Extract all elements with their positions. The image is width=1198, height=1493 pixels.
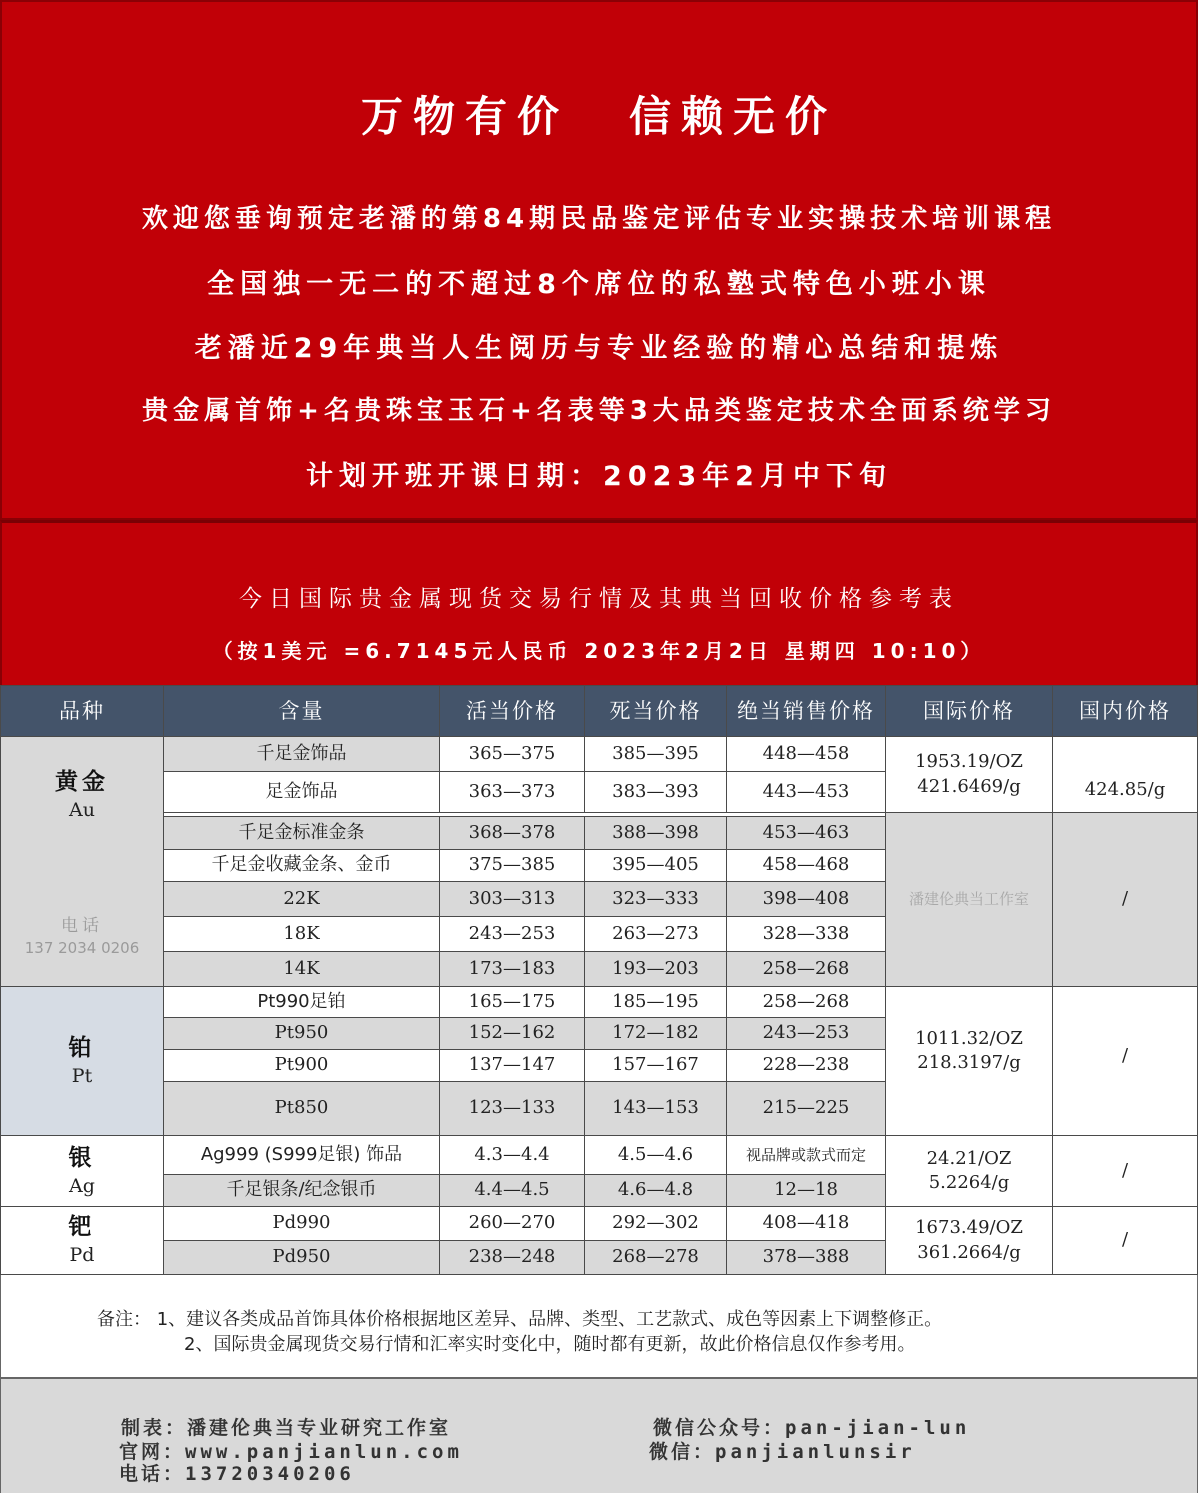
platinum-domestic-price: / (1052, 986, 1198, 1136)
metal-platinum-symbol: Pt (71, 1064, 93, 1087)
table-row-dead: 4.5—4.6 (584, 1135, 727, 1175)
gold-intl-price (885, 736, 1053, 813)
metal-silver-symbol: Ag (69, 1174, 95, 1197)
col-header-live-price: 活当价格 (439, 685, 585, 737)
table-row-content: Pt950 (163, 1017, 440, 1050)
footer-wechat-public-label: 微信公众号： (653, 1417, 786, 1439)
table-row-sale: 215—225 (726, 1081, 886, 1136)
gold-intl-merged (885, 812, 1053, 987)
table-row-sale: 12—18 (726, 1174, 886, 1207)
table-row-sale: 378—388 (726, 1240, 886, 1275)
table-row-sale: 453—463 (726, 816, 886, 850)
table-row-sale: 448—458 (726, 736, 886, 772)
col-header-sale-price: 绝当销售价格 (726, 685, 886, 737)
gold-domestic-price: 424.85/g (1052, 736, 1198, 813)
table-row-content: Pd950 (163, 1240, 440, 1275)
table-row-dead: 263—273 (584, 916, 727, 952)
table-row-sale: 328—338 (726, 916, 886, 952)
metal-silver-name: 银 (68, 1144, 96, 1171)
table-row-content: 18K (163, 916, 440, 952)
table-row-sale: 228—238 (726, 1049, 886, 1082)
col-header-domestic-price: 国内价格 (1052, 685, 1198, 737)
footer-wechat-public (653, 1413, 970, 1440)
table-row-dead: 323—333 (584, 881, 727, 917)
col-header-type: 品种 (0, 685, 164, 737)
footer-phone (119, 1459, 355, 1486)
silver-intl-price (885, 1135, 1053, 1207)
table-row-live: 4.3—4.4 (439, 1135, 585, 1175)
table-row-content: Pd990 (163, 1206, 440, 1241)
promo-line-categories: 贵金属首饰+名贵珠宝玉石+名表等3大品类鉴定技术全面系统学习 (142, 396, 1056, 426)
platinum-intl-g: 218.3197/g (917, 1052, 1021, 1073)
col-header-dead-price: 死当价格 (584, 685, 727, 737)
table-row-live: 165—175 (439, 986, 585, 1018)
table-row-dead: 395—405 (584, 849, 727, 882)
table-row-live: 152—162 (439, 1017, 585, 1050)
table-row-content: 千足金收藏金条、金币 (163, 849, 440, 882)
footer-wechat-label: 微信： (649, 1441, 716, 1463)
table-row-content: Pt990足铂 (163, 986, 440, 1018)
table-row-dead: 292—302 (584, 1206, 727, 1241)
studio-watermark: 潘建伦典当工作室 (908, 890, 1029, 909)
footer (0, 1377, 1198, 1493)
table-row-live: 238—248 (439, 1240, 585, 1275)
table-row-sale: 258—268 (726, 986, 886, 1018)
metal-palladium-name: 钯 (68, 1214, 96, 1241)
table-row-content: Pt900 (163, 1049, 440, 1082)
footer-maker (121, 1413, 451, 1440)
promo-line-experience: 老潘近29年典当人生阅历与专业经验的精心总结和提炼 (194, 333, 1004, 364)
palladium-intl-g: 361.2664/g (917, 1241, 1021, 1263)
promo-banner (0, 0, 1198, 520)
table-row-dead: 185—195 (584, 986, 727, 1018)
metal-palladium-symbol: Pd (69, 1244, 95, 1267)
footer-phone-label: 电话： (119, 1463, 186, 1485)
table-row-dead: 157—167 (584, 1049, 727, 1082)
palladium-intl-price (885, 1206, 1053, 1275)
table-row-dead: 268—278 (584, 1240, 727, 1275)
platinum-intl-price (885, 986, 1053, 1136)
slogan-right: 信赖无价 (629, 92, 838, 141)
note-1: 备注： 1、建议各类成品首饰具体价格根据地区差异、品牌、类型、工艺款式、成色等因素上下调整修正。 (97, 1309, 943, 1330)
table-row-live: 173—183 (439, 951, 585, 987)
footer-wechat-public-value: pan-jian-lun (785, 1417, 971, 1439)
table-row-dead: 4.6—4.8 (584, 1174, 727, 1207)
table-row-sale: 视品牌或款式而定 (726, 1135, 886, 1175)
table-row-sale: 443—453 (726, 771, 886, 813)
gold-intl-oz: 1953.19/OZ (915, 751, 1023, 773)
table-row-content: 22K (163, 881, 440, 917)
metal-gold (0, 736, 164, 987)
footer-wechat (649, 1437, 916, 1464)
table-row-sale: 243—253 (726, 1017, 886, 1050)
table-row-live: 260—270 (439, 1206, 585, 1241)
palladium-intl-oz: 1673.49/OZ (915, 1217, 1023, 1239)
silver-domestic-price: / (1052, 1135, 1198, 1207)
table-row-live: 363—373 (439, 771, 585, 813)
table-row-dead: 383—393 (584, 771, 727, 813)
table-title: 今日国际贵金属现货交易行情及其典当回收价格参考表 (239, 586, 959, 612)
table-row-live: 303—313 (439, 881, 585, 917)
table-row-content: Pt850 (163, 1081, 440, 1136)
footer-maker-label: 制表： (121, 1417, 188, 1439)
palladium-domestic-price: / (1052, 1206, 1198, 1275)
promo-line-course: 欢迎您垂询预定老潘的第84期民品鉴定评估专业实操技术培训课程 (141, 204, 1057, 234)
note-2: 2、国际贵金属现货交易行情和汇率实时变化中，随时都有更新，故此价格信息仅作参考用。 (184, 1334, 916, 1355)
metal-platinum-name: 铂 (68, 1034, 96, 1061)
metal-gold-name: 黄金 (55, 769, 109, 795)
promo-line-date: 计划开班开课日期：2023年2月中下旬 (306, 461, 892, 492)
table-row-dead: 193—203 (584, 951, 727, 987)
table-row-dead: 388—398 (584, 816, 727, 850)
platinum-intl-oz: 1011.32/OZ (915, 1027, 1023, 1049)
table-row-dead: 385—395 (584, 736, 727, 772)
table-row-sale: 408—418 (726, 1206, 886, 1241)
phone-number: 137 2034 0206 (24, 938, 140, 957)
silver-intl-oz: 24.21/OZ (926, 1147, 1012, 1169)
table-row-sale: 258—268 (726, 951, 886, 987)
table-row-live: 365—375 (439, 736, 585, 772)
promo-line-class-size: 全国独一无二的不超过8个席位的私塾式特色小班小课 (207, 269, 991, 300)
footer-site-label: 官网： (119, 1441, 186, 1463)
phone-label: 电话 (61, 915, 103, 936)
metal-gold-symbol: Au (69, 799, 95, 822)
table-row-content: 千足金饰品 (163, 736, 440, 772)
table-row-content: Ag999 (S999足银) 饰品 (163, 1135, 440, 1175)
metal-silver (0, 1135, 164, 1207)
gold-intl-g: 421.6469/g (917, 775, 1021, 797)
table-row-sale: 458—468 (726, 849, 886, 882)
table-row-live: 375—385 (439, 849, 585, 882)
table-row-live: 368—378 (439, 816, 585, 850)
price-table (0, 685, 1198, 1275)
col-header-intl-price: 国际价格 (885, 685, 1053, 737)
notes-section (0, 1275, 1198, 1377)
slogan (2, 84, 1196, 144)
table-row-sale: 398—408 (726, 881, 886, 917)
footer-maker-value: 潘建伦典当专业研究工作室 (187, 1417, 452, 1439)
gold-domestic-merged: / (1052, 812, 1198, 987)
slogan-left: 万物有价 (360, 92, 569, 141)
footer-phone-value: 13720340206 (185, 1463, 355, 1485)
table-row-live: 243—253 (439, 916, 585, 952)
table-row-dead: 143—153 (584, 1081, 727, 1136)
footer-wechat-value: panjianlunsir (715, 1441, 916, 1463)
table-row-live: 123—133 (439, 1081, 585, 1136)
table-row-content: 足金饰品 (163, 771, 440, 813)
exchange-rate-line: （按1美元 =6.7145元人民币 2023年2月2日 星期四 10:10） (212, 639, 986, 663)
table-row-content: 千足金标准金条 (163, 816, 440, 850)
silver-intl-g: 5.2264/g (928, 1172, 1010, 1193)
table-row-content: 14K (163, 951, 440, 987)
table-row-live: 4.4—4.5 (439, 1174, 585, 1207)
table-row-content: 千足银条/纪念银币 (163, 1174, 440, 1207)
table-row-dead: 172—182 (584, 1017, 727, 1050)
table-header-banner (0, 520, 1198, 685)
metal-platinum (0, 986, 164, 1136)
gold-phone-note (1, 915, 163, 958)
metal-palladium (0, 1206, 164, 1275)
table-row-live: 137—147 (439, 1049, 585, 1082)
footer-site-link[interactable]: www.panjianlun.com (185, 1441, 463, 1463)
col-header-content: 含量 (163, 685, 440, 737)
